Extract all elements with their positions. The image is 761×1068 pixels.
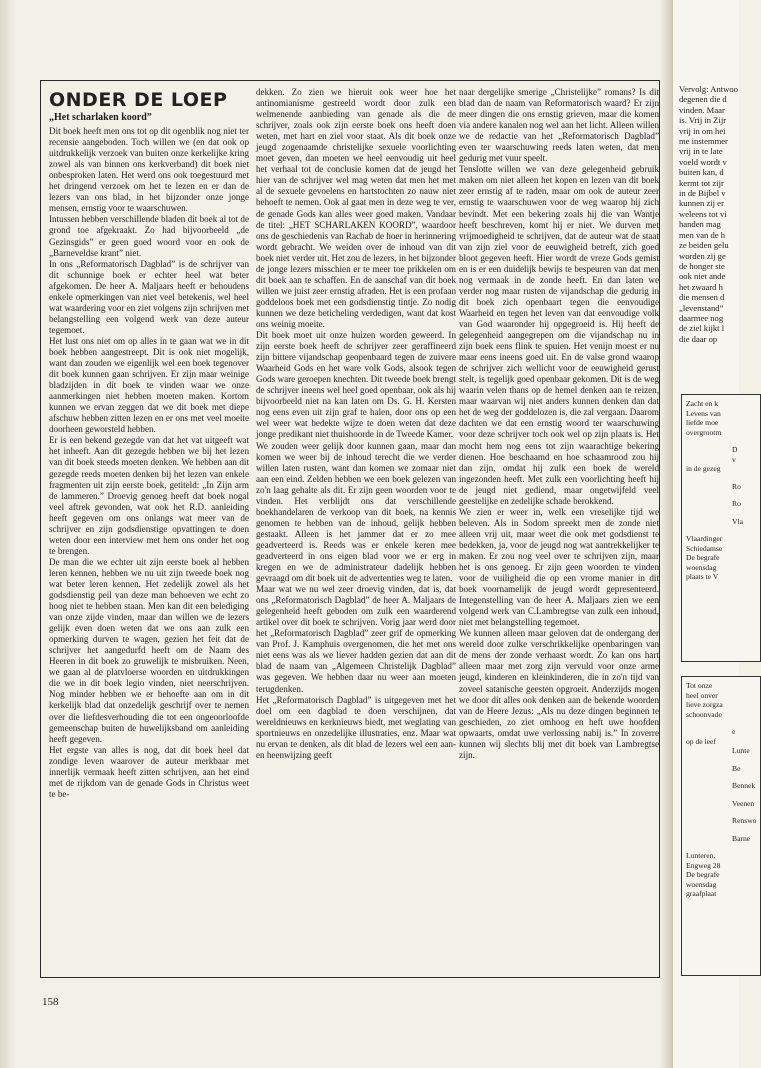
fragment-line: overgrootm xyxy=(686,427,722,437)
fragment-line: in de gezeg xyxy=(686,464,721,473)
adjacent-column-text xyxy=(679,84,759,344)
fragment-line: Engweg 28 xyxy=(686,860,721,870)
fragment-line: Lunteren, xyxy=(686,851,716,860)
fragment-line: vinden. Maar xyxy=(679,104,725,115)
fragment-line: de ziel kijkt l xyxy=(679,323,725,334)
fragment-line: woensdag xyxy=(686,879,717,889)
fragment-line xyxy=(686,808,756,816)
paragraph: In ons „Reformatorisch Dagblad” is de schrijver van dit schunnige boek er echter heel wat beter afgekomen. De heer A. Maljaars heeft er behoudens enkele opmerkingen van niet veel betekenis, wel heel wat waardering voor en ziet volgens zijn schrijven met belangstelling een volgend werk van deze auteur tegemoet. xyxy=(49,258,249,335)
fragment-line xyxy=(686,756,756,764)
adjacent-page-fragment xyxy=(672,0,757,1068)
paragraph: Het „Reformatorisch Dagblad” is uitgegeven met het doel om een dagblad te doen verschijnen, dat wereldnieuws en kerknieuws biedt, met weglating van sportnieuws en onzedelijke illustraties, enz. Maar wat nu ervan te denken, als dit blad de lezers wel een aan- en heenwijzing geeft xyxy=(256,694,456,760)
announcement-box-2 xyxy=(681,676,761,976)
paragraph: Het ergste van alles is nog, dat dit boek heel dat zondige leven waarover de auteur merkbaar met innerlijk vermaak heeft zitten schrijven, aan het eind met de rijkdom van de genade Gods in Christus weet te be- xyxy=(49,744,249,799)
article-column-3 xyxy=(459,87,659,971)
paragraph: Tenslotte willen we van deze gelegenheid gebruik maken om niet alleen het kopen en lezen van dit boek zeer ernstig af te raden, maar om ook de auteur zeer ernstig te waarschuwen voor de weg waarop hij zich bevindt. Met een bekering zoals hij die van Wantje heeft beschreven, komt hij er niet. We durven met vrijmoedigheid te schrijven, dat de auteur wat de staat van zijn ziel voor de eeuwigheid betreft, zich goed bloot gegeven heeft. Hier wordt de vreze Gods gemist en is er een duidelijk bewijs te bespeuren van dat men nog vermaak in de zonde heeft. En dan laten we verder nog maar rusten de vijandschap die gedurig in dit boek zich openbaart tegen die eenvoudige Waarheid en tegen het leven van dat eenvoudige volk van God waaronder hij opgegroeid is. Hij heeft de gelegenheid aangegrepen om die vijandschap nu in zijn boek eens flink te spuien. Het venijn moest er nu maar eens ineens goed uit. En de valse grond waarop de schrijver zich wellicht voor de eeuwigheid gerust stelt, is tegelijk goed openbaar gekomen. Dit is de weg waarin velen thans op de hemel denken aan te reizen, maar waarvan wij niet anders kunnen denken dan dat het de weg der goddelozen is, die zal vergaan. Daarom dachten we dat een ernstig woord ter waarschuwing voor deze schrijver toch ook wel op zijn plaats is. Het mocht hem nog eens tot zijn waarachtige bekering dienen. Hoe beschaamd en hoe schaamrood zou hij dan zijn, omdat hij zulk een boek de wereld ingezonden heeft. Met zulk een voorlichting heeft hij de jeugd niet gediend, maar ongetwijfeld veel geestelijke en zedelijke schade berokkend. xyxy=(459,164,659,506)
fragment-line: Ro xyxy=(732,499,741,508)
fragment-line xyxy=(686,509,756,517)
fragment-line: daarmee nog xyxy=(679,312,724,323)
paragraph: Er is een bekend gezegde van dat het vat uitgeeft wat het inheeft. Aan dit gezegde hebben we bij het lezen van dit boek steeds moeten denken. We hebben aan dit gezegde reeds moeten denken bij het lezen van enkele fragmenten uit zijn eerste boek, getiteld: „In Zijn arm de lammeren.” Droevig genoeg heeft dat boek nogal veel aftrek gevonden, wat ook het R.D. aanleiding heeft gegeven om ons onlangs wat meer van de schrijver en zijn godsdienstige opvattingen te doen weten door een interview met hem ons onder het oog te brengen. xyxy=(49,435,249,556)
fragment-line: D xyxy=(732,445,738,454)
fragment-line xyxy=(686,474,756,482)
page-edge-shadow xyxy=(0,0,16,1068)
fragment-line xyxy=(686,437,756,445)
fragment-line: worden zij ge xyxy=(679,250,726,261)
fragment-line: op de leef xyxy=(686,736,716,746)
fragment-line: v xyxy=(732,454,736,464)
fragment-line: plaats te V xyxy=(686,572,719,581)
fragment-line: degenen die d xyxy=(679,94,727,105)
article-column-2 xyxy=(256,87,456,971)
fragment-line: schoonvade xyxy=(686,709,722,719)
fragment-line xyxy=(686,526,756,534)
fragment-line: me instemmer xyxy=(679,136,728,147)
fragment-line: Ro xyxy=(732,481,741,491)
paragraph: naar dergelijke smerige „Christelijke” romans? Is dit blad dan de naam van Reformatorisch waard? Er zijn meer dingen die ons ernstig grieven, maar die komen via andere kanalen nog wel aan het licht. Alleen willen we de redactie van het „Reformatorisch Dagblad” even ter waarschuwing reeds laten weten, dat men gedurig met vuur speelt. xyxy=(459,87,659,164)
paragraph: We zouden weer gelijk door kunnen gaan, maar dan komen we weer bij de inhoud terecht die we verder willen laten rusten, want dan komen we zomaar niet aan een eind. Zelden hebben we een boek gelezen van zo'n laag gehalte als dit. Er zijn geen woorden voor te vinden. Het verblijdt ons dat verschillende boekhandelaren de verkoop van dit boek, na kennis genomen te hebben van de inhoud, gelijk hebben gestaakt. Alleen is het jammer dat er zo mee geadverteerd is. Reeds was er enkele keren mee geadverteerd in ons eigen blad voor we er erg in kregen en we de administrateur dadelijk hebben gevraagd om dit boek uit de advertenties weg te laten. xyxy=(256,440,456,584)
fragment-line: graafplaat xyxy=(686,889,717,898)
fragment-line: vrij in te late xyxy=(679,146,723,157)
article-frame xyxy=(40,80,660,978)
fragment-line: Veenen xyxy=(732,798,755,808)
fragment-line: De begrafe xyxy=(686,870,720,879)
fragment-line: Bennek xyxy=(732,781,756,790)
fragment-line: ook niet ande xyxy=(679,271,726,282)
fragment-line: ze beiden gelu xyxy=(679,240,729,251)
fragment-line: Tot onze xyxy=(686,681,713,690)
fragment-line xyxy=(686,843,756,851)
fragment-line: voeld wordt v xyxy=(679,156,727,167)
fragment-line: lieve zorgza xyxy=(686,700,723,709)
article-subtitle: „Het scharlaken koord” xyxy=(49,112,152,123)
fragment-line: men van de h xyxy=(679,229,726,240)
fragment-line: kermt tot zijr xyxy=(679,177,724,188)
fragment-line: weleens tot vi xyxy=(679,208,727,219)
fragment-line: e xyxy=(732,727,736,736)
article-column-1 xyxy=(49,87,249,971)
fragment-line: liefde moe xyxy=(686,418,719,427)
fragment-line: Vla xyxy=(732,516,743,526)
fragment-line: Levens van xyxy=(686,408,721,418)
paragraph: dekken. Zo zien we hieruit ook weer hoe het antinomianisme gestreeld wordt door zulk een welmenende aanbieding van genade als die de schrijver, zoals ook zijn eerste boek ons heeft doen weten, met hart en ziel voor staat. Als dit boek onze jeugd zogenaamde christelijke sexuele voorlichting moet geven, dan moeten we heel eenvoudig uit heel het verhaal tot de conclusie komen dat de jeugd het hier van de schrijver wel mag weten dat men het met al de sexuele gevoelens en hartstochten zo nauw niet behoeft te nemen. Ook al gaat men in deze weg te ver, de genade Gods kan alles weer goed maken. Vandaar de titel: „HET SCHARLAKEN KOORD”, waardoor ons de geschiedenis van Rachab de hoer in herinnering wordt gebracht. We weiden over de inhoud van dit boek niet verder uit. Het zou de lezers, in het bijzonder de jonge lezers misschien er te meer toe prikkelen om dit boek aan te schaffen. En de aanschaf van dit boek willen we juist zeer ernstig afraden. Het is een profaan goddeloos boek met een godsdienstig tintje. Zo nodig kunnen we deze beticheling verdedigen, want dat kost ons weinig moeite. xyxy=(256,87,456,329)
paragraph: We kunnen alleen maar geloven dat de ondergang der wereld door zulke verschrikkelijke openbaringen van de mens der zonde verhaast wordt. Zo kan ons hart alleen maar met zorg zijn vervuld voor onze arme jeugd, kinderen en kleinkinderen, die in zo'n tijd van zoveel satanische geesten opgroeit. Anderzijds mogen we door dit alles ook denken aan de bekende woorden van de Heere Jezus: „Als nu deze dingen beginnen te geschieden, zo ziet omhoog en heft uwe hoofden opwaarts, omdat uwe verlossing nabij is.” In zoverre kunnen wij slechts blij met dit boek van Lambregtse zijn. xyxy=(459,628,659,760)
fragment-line: het zwaard h xyxy=(679,281,723,292)
fragment-line: woensdag xyxy=(686,562,717,572)
fragment-line: Be xyxy=(732,763,741,773)
article-title: ONDER DE LOEP xyxy=(49,89,228,111)
paragraph: Dit boek heeft men ons tot op dit ogenblik nog niet ter recensie aangeboden. Toch willen we (en dat ook op uitdrukkelijk verzoek van buiten onze kerkelijke kring zowel als van binnen ons kerkverband) dit boek niet onbesproken laten. Het werd ons ook toegestuurd met het dringend verzoek om het te lezen en er dan de lezers van ons blad, in het bijzonder onze jonge mensen, ernstig voor te waarschuwen. xyxy=(49,126,249,214)
fragment-line: Barne xyxy=(732,833,751,843)
announcement-box-1 xyxy=(681,394,761,662)
fragment-line xyxy=(686,491,756,499)
fragment-line: Vlaardinger xyxy=(686,534,723,543)
paragraph: Maar wat we nu wel zeer droevig vinden, dat is, dat ons „Reformatorisch Dagblad” de heer A. Maljaars de gelegenheid heeft geboden om zulk een waarderend artikel over dit boek te schrijven. Vorig jaar werd door het „Reformatorisch Dagblad” zeer grif de opmerking van Prof. J. Kamphuis overgenomen, die het met ons niet eens was als we liever hadden gezien dat aan dit blad de naam van „Algemeen Christelijk Dagblad” was gegeven. We hebben daar nu weer aan moeten terugdenken. xyxy=(256,584,456,694)
fragment-line xyxy=(686,791,756,799)
fragment-line: die daar op xyxy=(679,333,718,344)
fragment-line xyxy=(686,773,756,781)
fragment-line: buiten kan, d xyxy=(679,167,724,178)
fragment-line: in de Bijbel v xyxy=(679,188,726,199)
fragment-line: De begrafe xyxy=(686,553,720,562)
page-number: 158 xyxy=(42,996,59,1008)
fragment-line: Lunte xyxy=(732,746,750,755)
book-gutter xyxy=(660,0,672,1068)
fragment-line: Zacht en k xyxy=(686,399,719,408)
fragment-line: heel onver xyxy=(686,690,718,700)
fragment-line xyxy=(686,719,756,727)
paragraph: Dit boek moet uit onze huizen worden geweerd. In zijn eerste boek heeft de schrijver zeer geraffineerd zijn bittere vijandschap geopenbaard tegen de zuivere Waarheid Gods en het ware volk Gods, alsook tegen Gods ware geroepen knechten. Dit tweede boek brengt de schrijver ineens wel heel goed openbaar, ook als hij bijvoorbeeld niet na kan laten om Ds. G. H. Kersten nog eens even uit zijn graf te halen, door ons op een wel weer wat bedekte wijze te doen weten dat deze jonge predikant niet thuishoorde in de Tweede Kamer. xyxy=(256,330,456,440)
fragment-line: Vervolg: Antwoo xyxy=(679,84,738,94)
paragraph: Intussen hebben verschillende bladen dit boek al tot de grond toe afgekraakt. Zo had bijvoorbeeld „de Gezinsgids” er geen goed woord voor en ook de „Barneveldse krant” niet. xyxy=(49,214,249,258)
fragment-line: de honger ste xyxy=(679,260,725,271)
fragment-line: handen mag xyxy=(679,219,721,230)
paragraph: We zien er weer in, welk een vreselijke tijd we beleven. Als in Sodom spreekt men de zonde niet alleen vrij uit, maar weet die ook met godsdienst te bedekken, ja, voor de jeugd nog wat aantrekkelijker te maken. Er zou nog veel over te schrijven zijn, maar het is ons genoeg. Er zijn geen woorden te vinden voor de vuiligheid die op een vrome manier in dit boek voornamelijk de jeugd wordt gepresenteerd. Integenstelling van de heer A. Maljaars zien we een volgend werk van C.Lambregtse van zulk een inhoud, niet met belangstelling tegemoet. xyxy=(459,506,659,628)
fragment-line: Renswo xyxy=(732,816,757,825)
fragment-line xyxy=(686,826,756,834)
fragment-line: die mensen d xyxy=(679,292,725,303)
fragment-line: vrij in om hei xyxy=(679,125,726,136)
paragraph: Het lust ons niet om op alles in te gaan wat we in dit boek hebben aangestreept. Dit is ook niet mogelijk, want dan zouden we eigenlijk wel een boek tegenover dit boek kunnen gaan schrijven. Er zijn maar weinige bladzijden in dit boek te vinden waar we onze aanmerkingen niet hebben moeten maken. Kortom kunnen we ervan zeggen dat we dit boek met diepe afschuw hebben zitten lezen en er ons met veel moeite doorheen geworsteld hebben. xyxy=(49,335,249,435)
fragment-line: Schiedamse xyxy=(686,543,723,553)
fragment-line: is. Vrij in Zijr xyxy=(679,115,727,126)
fragment-line: kunnen zij er xyxy=(679,198,724,209)
fragment-line: „levenstand” xyxy=(679,302,724,313)
paragraph: De man die we echter uit zijn eerste boek al hebben leren kennen, hebben we nu uit zijn tweede boek nog wat beter leren kennen. Het zedelijk zowel als het godsdienstig peil van deze man behoeven we echt zo hoog niet te hebben staan. Men kan dit een belediging van onze zijde vinden, maar dan willen we de lezers gelijk even doen weten dat we ons aan zulk een opmerking durven te wagen, gezien het feit dat de schrijver het aangedurfd heeft om de Naam des Heeren in dit boek zo gruwelijk te misbruiken. Neen, we gaan al de platvloerse woorden en uitdrukkingen die we in dit boek legio vinden, niet neerschrijven. Nog minder hebben we er behoefte aan om in dit kerkelijk blad dat onzedelijk geschrijf over te nemen over die liefdesverhouding die tot een ongeoorloofde gemeenschap buiten de huwelijksband om aanleiding heeft gegeven. xyxy=(49,556,249,744)
